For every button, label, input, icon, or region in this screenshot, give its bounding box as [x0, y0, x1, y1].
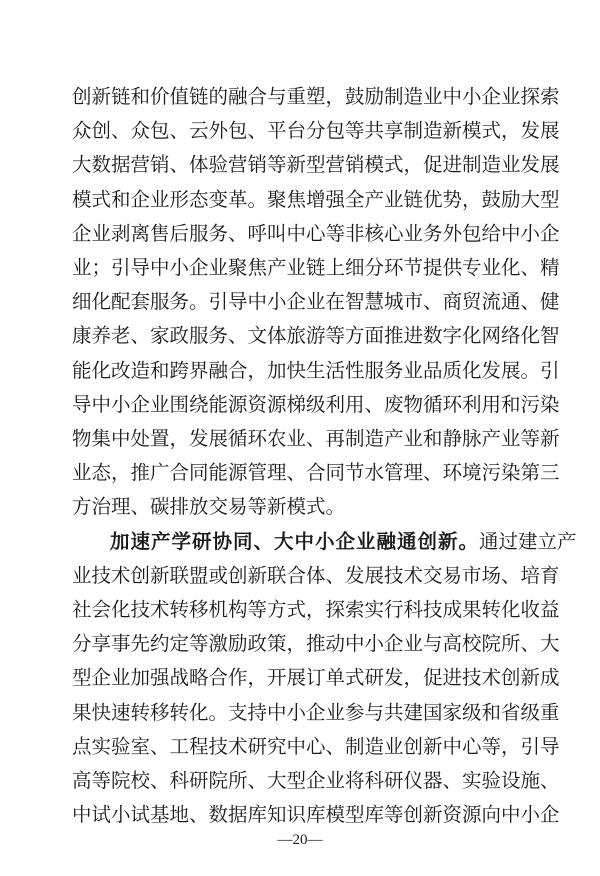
paragraph-line: 创新链和价值链的融合与重塑，鼓励制造业中小企业探索	[72, 85, 560, 108]
paragraph-line: 果快速转移转化。支持中小企业参与共建国家级和省级重	[72, 701, 560, 724]
paragraph-line: 社会化技术转移机构等方式，探索实行科技成果转化收益	[72, 598, 560, 621]
paragraph-line: 分享事先约定等激励政策，推动中小企业与高校院所、大	[72, 632, 560, 655]
paragraph-line: 型企业加强战略合作，开展订单式研发，促进技术创新成	[72, 666, 560, 689]
paragraph-line: 物集中处置，发展循环农业、再制造产业和静脉产业等新	[72, 427, 560, 450]
paragraph-line: 能化改造和跨界融合，加快生活性服务业品质化发展。引	[72, 359, 560, 382]
paragraph-line: 业；引导中小企业聚焦产业链上细分环节提供专业化、精	[72, 256, 560, 279]
paragraph-line: 高等院校、科研院所、大型企业将科研仪器、实验设施、	[72, 769, 560, 792]
paragraph-line: 业态，推广合同能源管理、合同节水管理、环境污染第三	[72, 461, 560, 484]
first-line-rest: 通过建立产	[479, 530, 577, 553]
paragraph-line: 业技术创新联盟或创新联合体、发展技术交易市场、培育	[72, 564, 560, 587]
paragraph-line: 企业剥离售后服务、呼叫中心等非核心业务外包给中小企	[72, 222, 560, 245]
bold-lead-heading: 加速产学研协同、大中小企业融通创新。	[110, 530, 480, 553]
paragraph-line: 康养老、家政服务、文体旅游等方面推进数字化网络化智	[72, 324, 560, 347]
paragraph-line: 众创、众包、云外包、平台分包等共享制造新模式，发展	[72, 119, 560, 142]
page-number: —20—	[277, 832, 323, 848]
paragraph-line: 大数据营销、体验营销等新型营销模式，促进制造业发展	[72, 153, 560, 176]
paragraph-line: 细化配套服务。引导中小企业在智慧城市、商贸流通、健	[72, 290, 560, 313]
paragraph-line: 中试小试基地、数据库知识库模型库等创新资源向中小企	[72, 803, 560, 826]
paragraph-line: 导中小企业围绕能源资源梯级利用、废物循环利用和污染	[72, 393, 560, 416]
paragraph-line: 方治理、碳排放交易等新模式。	[72, 495, 346, 518]
paragraph-first-line	[110, 529, 577, 555]
paragraph-line: 模式和企业形态变革。聚焦增强全产业链优势，鼓励大型	[72, 188, 560, 211]
paragraph-line: 点实验室、工程技术研究中心、制造业创新中心等，引导	[72, 735, 560, 758]
